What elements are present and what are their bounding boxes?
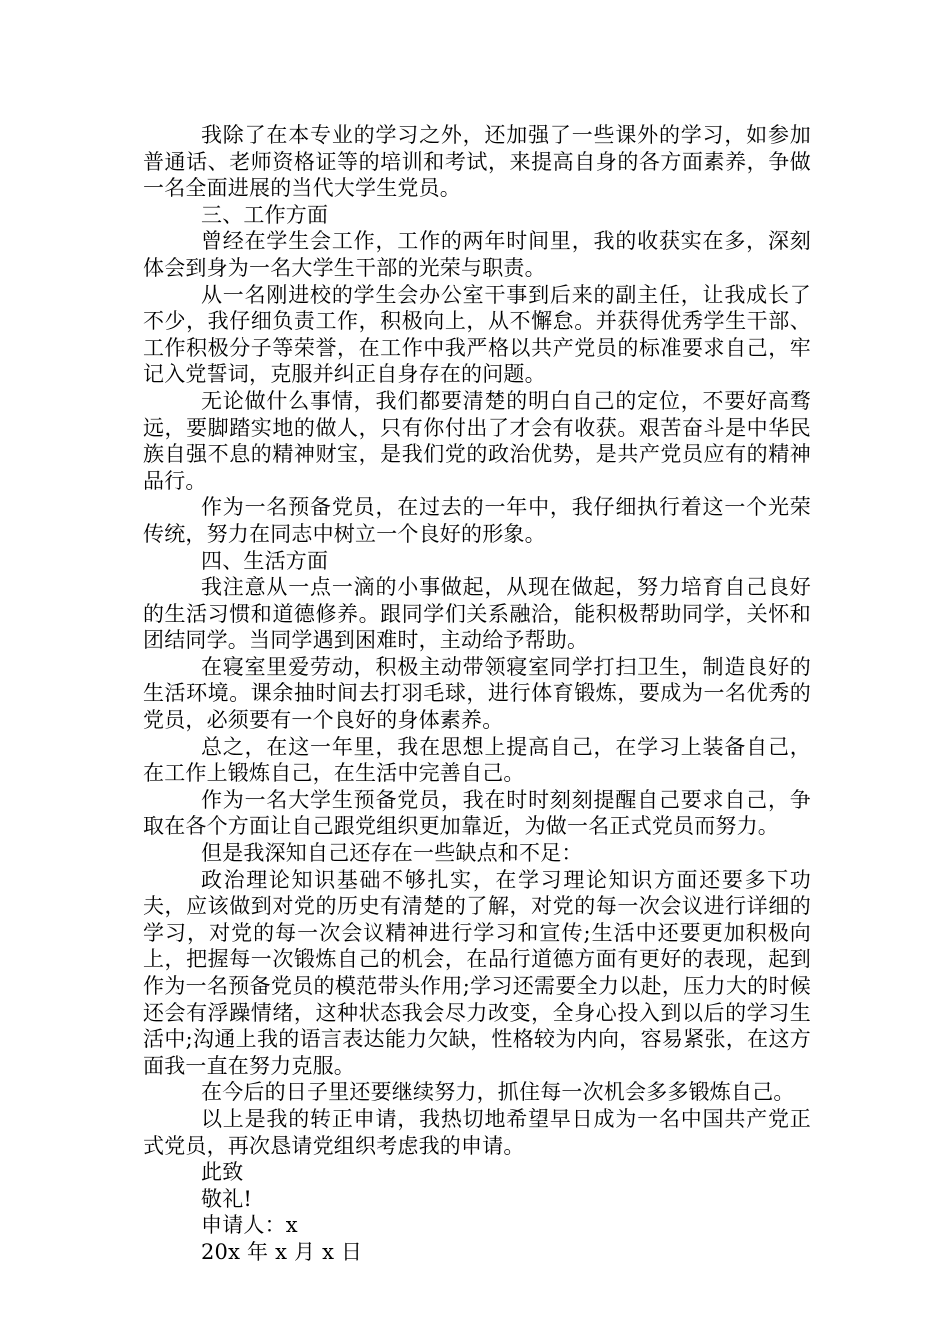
applicant-signature: 申请人：x [201,1213,298,1238]
closing-salutation: 此致 [201,1160,244,1185]
paragraph-office-role: 从一名刚进校的学生会办公室干事到后来的副主任，让我成长了不少，我仔细负责工作，积极向上，从不懈怠。并获得优秀学生干部、工作积极分子等荣誉，在工作中我严格以共产党员的标准要求自己，牢记入党誓词，克服并纠正自身存在的问题。 [143,282,811,387]
paragraph-probationary-member: 作为一名预备党员，在过去的一年中，我仔细执行着这一个光荣传统，努力在同志中树立一个良好的形象。 [143,495,811,546]
paragraph-habits: 我注意从一点一滴的小事做起，从现在做起，努力培育自己良好的生活习惯和道德修养。跟同学们关系融洽，能积极帮助同学，关怀和团结同学。当同学遇到困难时，主动给予帮助。 [143,575,811,653]
paragraph-shortcomings-intro: 但是我深知自己还存在一些缺点和不足： [201,841,583,866]
paragraph-shortcomings: 政治理论知识基础不够扎实，在学习理论知识方面还要多下功夫，应该做到对党的历史有清楚的了解，对党的每一次会议进行详细的学习，对党的每一次会议精神进行学习和宣传;生活中还要更加积极向上，把握每一次锻炼自己的机会，在品行道德方面有更好的表现，起到作为一名预备党员的模范带头作用;学习还需要全力以赴，压力大的时候还会有浮躁情绪，这种状态我会尽力改变，全身心投入到以后的学习生活中;沟通上我的语言表达能力欠缺，性格较为内向，容易紧张，在这方面我一直在努力克服。 [143,867,811,1078]
paragraph-dormitory: 在寝室里爱劳动，积极主动带领寝室同学打扫卫生，制造良好的生活环境。课余抽时间去打羽毛球，进行体育锻炼，要成为一名优秀的党员，必须要有一个良好的身体素养。 [143,654,811,733]
paragraph-student-union: 曾经在学生会工作，工作的两年时间里，我的收获实在多，深刻体会到身为一名大学生干部的光荣与职责。 [143,229,811,280]
paragraph-positioning: 无论做什么事情，我们都要清楚的明白自己的定位，不要好高骛远，要脚踏实地的做人，只有你付出了才会有收获。艰苦奋斗是中华民族自强不息的精神财宝，是我们党的政治优势，是共产党员应有的精神品行。 [143,388,811,493]
section-heading-work: 三、工作方面 [201,202,329,227]
closing-respect: 敬礼! [201,1186,253,1211]
section-heading-life: 四、生活方面 [201,548,329,573]
paragraph-extracurricular-study: 我除了在本专业的学习之外，还加强了一些课外的学习，如参加普通话、老师资格证等的培训和考试，来提高自身的各方面素养，争做一名全面进展的当代大学生党员。 [143,123,811,201]
paragraph-application: 以上是我的转正申请，我热切地希望早日成为一名中国共产党正式党员，再次恳请党组织考虑我的申请。 [143,1106,811,1158]
paragraph-summary: 总之，在这一年里，我在思想上提高自己，在学习上装备自己，在工作上锻炼自己，在生活中完善自己。 [143,734,811,786]
document-body [143,122,811,1266]
application-date: 20x 年 x 月 x 日 [201,1239,363,1264]
paragraph-self-reminder: 作为一名大学生预备党员，我在时时刻刻提醒自己要求自己，争取在各个方面让自己跟党组织更加靠近，为做一名正式党员而努力。 [143,787,811,839]
paragraph-future: 在今后的日子里还要继续努力，抓住每一次机会多多锻炼自己。 [201,1080,795,1105]
